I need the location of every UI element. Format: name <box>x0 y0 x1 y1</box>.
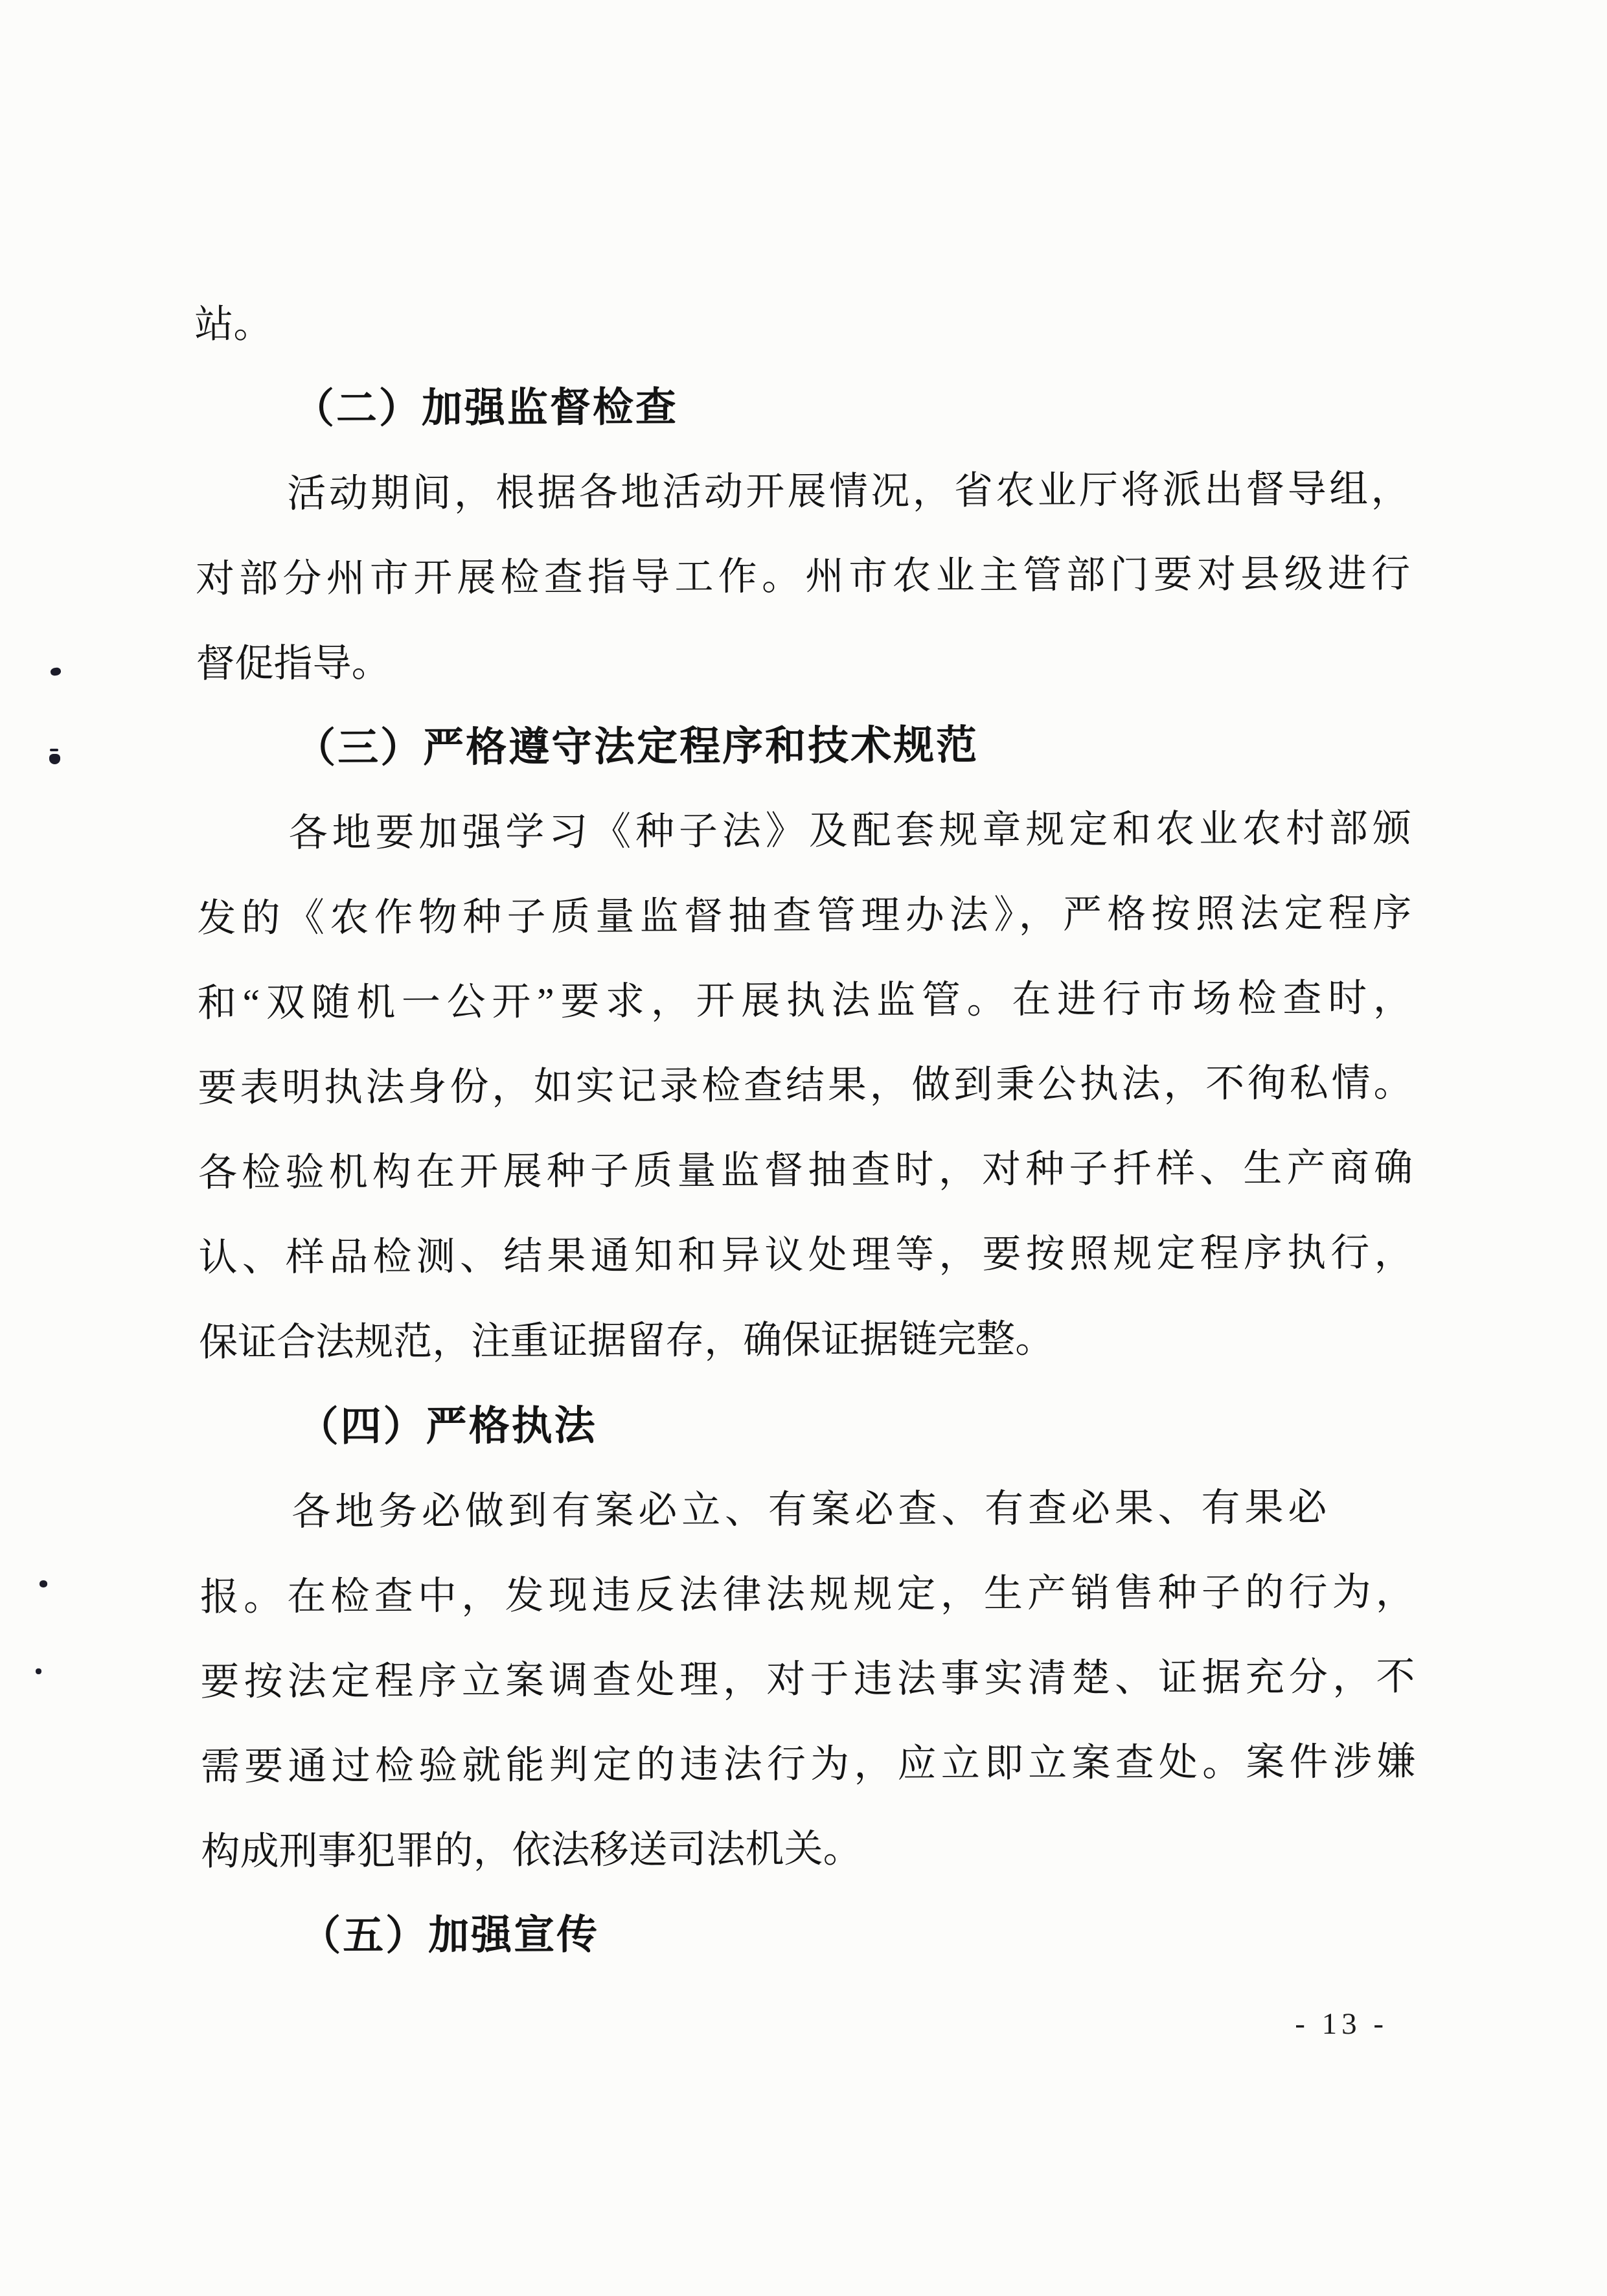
text-line: 各地要加强学习《种子法》及配套规章规定和农业农村部颁 <box>288 806 1411 855</box>
section-heading: （四）严格执法 <box>297 1403 597 1450</box>
text-line: 站。 <box>194 302 273 346</box>
text-line: 活动期间，根据各地活动开展情况，省农业厅将派出督导组， <box>287 467 1410 516</box>
text-line: 报。在检查中，发现违反法律法规规定，生产销售种子的行为， <box>199 1570 1415 1619</box>
document-body <box>194 277 1416 1979</box>
section-heading: （三）严格遵守法定程序和技术规范 <box>294 722 979 771</box>
text-line: 和“双随机一公开”要求，开展执法监管。在进行市场检查时， <box>197 976 1412 1025</box>
text-line: 构成刑事犯罪的，依法移送司法机关。 <box>201 1827 862 1873</box>
ink-speck <box>40 1580 47 1587</box>
text-line: 各地务必做到有案必立、有案必查、有查必果、有果必 <box>291 1486 1327 1534</box>
text-line: 对部分州市开展检查指导工作。州市农业主管部门要对县级进行 <box>195 552 1411 600</box>
text-line: 督促指导。 <box>196 641 391 685</box>
text-line: 要表明执法身份，如实记录检查结果，做到秉公执法，不徇私情。 <box>198 1061 1413 1109</box>
ink-speck <box>36 1668 41 1674</box>
text-line: 需要通过检验就能判定的违法行为，应立即立案查处。案件涉嫌 <box>200 1740 1416 1788</box>
text-line: 发的《农作物种子质量监督抽查管理办法》，严格按照法定程序 <box>197 891 1412 940</box>
section-heading: （五）加强宣传 <box>299 1912 600 1959</box>
ink-speck <box>49 754 60 764</box>
section-heading: （二）加强监督检查 <box>293 384 679 432</box>
text-line: 各检验机构在开展种子质量监督抽查时，对种子扦样、生产商确 <box>198 1146 1413 1194</box>
text-line: 认、样品检测、结果通知和异议处理等，要按照规定程序执行， <box>198 1231 1413 1279</box>
ink-speck <box>50 666 62 676</box>
text-line: 要按法定程序立案调查处理，对于违法事实清楚、证据充分，不 <box>200 1655 1415 1703</box>
text-line: 保证合法规范，注重证据留存，确保证据链完整。 <box>198 1317 1054 1364</box>
page-number: - 13 - <box>1295 2007 1388 2041</box>
